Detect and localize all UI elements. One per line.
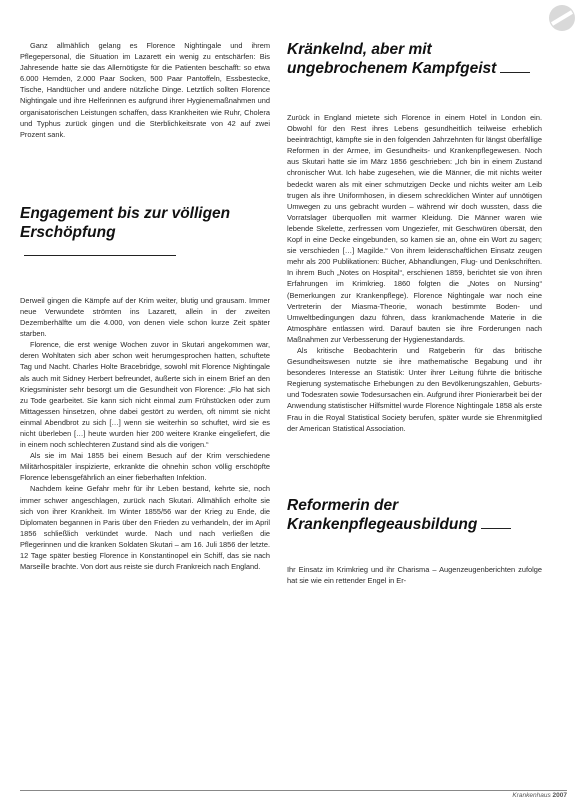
heading-rule (500, 72, 530, 73)
body-paragraph: Als kritische Beobachterin und Ratgeberin für das britische Gesundheitswesen nutzte sie ihre mathematische Begabung und ihr besonderes Interesse an Statistik: Unter ihrer Leitung führte die britische Regierung systematische Erhebungen zu den Bevölkerungszahlen, Geburts- und Todesraten sowie Todesursachen ein. Aufgrund ihrer Pionierarbeit bei der Anwendung statistischer Hilfsmittel wurde Florence Nightingale 1858 als erste Frau in die Royal Statistical Society berufen, später wurde sie Ehrenmitglied der American Statistical Association. (287, 345, 542, 433)
page-number: 2007 (552, 792, 567, 799)
section-heading-kampfgeist (287, 40, 542, 78)
body-paragraph: Florence, die erst wenige Wochen zuvor in Skutari angekommen war, deren Wohltaten sich aber schon weit herumgesprochen hatten, schuftete Tag und Nacht. Charles Holte Bracebridge, sowohl mit Florence Nightingale als auch mit Sidney Herbert befreundet, äußerte sich in einem Brief an den Kriegsminister sehr besorgt um die Gesundheit von Florence: „Flo hat sich zu Tode gearbeitet. Sie kann sich nicht einmal zum Frühstücken oder zum Mittagessen hinsetzen, ohne dabei gestört zu werden, oft nimmt sie nicht einmal Abendbrot zu sich […] wenn sie weiterhin so schuftet, wird sie es nicht überleben […] heute wurden hier 200 weitere Kranke eingeliefert, die in einem noch schlechteren Zustand sind als die vorigen.“ (20, 340, 270, 450)
footer-divider (20, 790, 567, 791)
body-paragraph: Als sie im Mai 1855 bei einem Besuch auf der Krim verschiedene Militärhospitäler inspizierte, erkrankte die ohnehin schon völlig erschöpfte Florence lebensgefährlich an einer fieberhaften Infektion. (20, 451, 270, 483)
heading-rule (24, 255, 176, 256)
section-heading-reformerin (287, 496, 542, 534)
right-column (287, 40, 542, 586)
heading-line-2: Erschöpfung (20, 223, 116, 241)
body-paragraph: Zurück in England mietete sich Florence in einem Hotel in London ein. Obwohl für den Rest ihres Lebens gesundheitlich teilweise erheblich beeinträchtigt, kämpfte sie in den folgenden Jahrzehnten für längst überfällige Reformen in der Armee, im Gesundheits- und Krankenpflegewesen. Noch aus Skutari hatte sie im März 1856 geschrieben: „Ich bin in einem Zustand chronischer Wut. Ich habe zugesehen, wie die Männer, die mit nichts weiter bedeckt waren als mit einer schmutzigen Decke und nichts weiter am Leib trugen als ihre Uniformhosen, in diesem schrecklichen Winter auf unnötigen Umwegen zu uns gebracht wurden – während wir doch wussten, dass die Vorratslager überquollen mit warmer Kleidung. Die Männer waren wie lebende Skelette, zerfressen vom Ungeziefer, mit Geschwüren übersät, den Kopf in eine Decke eingebunden, so kamen sie an, ohne ein Wort zu sagen; sie verschieden […] Magilde.“ Von ihrem leidenschaftlichen Einsatz zeugen mehr als 200 Publikationen: Bücher, Abhandlungen, Flug- und Denkschriften. In ihrem Buch „Notes on Hospital“, erschienen 1859, berichtet sie von ihren Erfahrungen im Krimkrieg. 1860 folgten die „Notes on Nursing“ (Bemerkungen zur Krankenpflege). Florence Nightingale war noch eine Vertreterin der Miasma-Theorie, wonach bestimmte Boden- und Umweltbedingungen dazu führen, dass krankmachende Materie in die Atmosphäre entlassen wird. Darauf bauten sie ihre Forderungen nach Maßnahmen zur Verbesserung der Hygienestandards. (287, 113, 542, 344)
intro-paragraph: Ganz allmählich gelang es Florence Nightingale und ihrem Pflegepersonal, die Situation im Lazarett ein wenig zu entschärfen: Bis Jahresende hatte sie das Allernötigste für die Patienten beschafft: so etwa 6.000 Hemden, 2.000 Paar Socken, 500 Paar Pantoffeln, Essbestecke, Tische, Handtücher und andere nützliche Dinge. Letztlich sollten Florence Nightingale und ihre Helferinnen es aufgrund ihrer Hygienemaßnahmen und organisatorischen Leistungen schaffen, dass Krankheiten wie Ruhr, Cholera und Typhus zurück gingen und die Sterblichkeitsrate von 42 auf zwei Prozent sank. (20, 41, 270, 139)
heading-line-2: Krankenpflegeausbildung (287, 515, 478, 533)
corner-logo-icon (540, 2, 580, 36)
body-paragraph: Derweil gingen die Kämpfe auf der Krim weiter, blutig und grausam. Immer neue Verwundete strömten ins Lazarett, allein in der zweiten Dezemberhälfte um die 4.000, von denen viele schon kurze Zeit später starben. (20, 295, 270, 339)
heading-line-1: Kränkelnd, aber mit (287, 41, 432, 58)
body-paragraph: Ihr Einsatz im Krimkrieg und ihr Charisma – Augenzeugenberichten zufolge hat sie wie ein rettender Engel in Er- (287, 564, 542, 585)
magazine-name: Krankenhaus (512, 792, 551, 799)
heading-line-1: Engagement bis zur völligen (20, 204, 231, 222)
section-heading-engagement (20, 204, 270, 261)
body-paragraph: Nachdem keine Gefahr mehr für ihr Leben bestand, kehrte sie, noch immer schwer angeschlagen, zurück nach Skutari. Allmählich erholte sie sich von ihrer Krankheit. Im Winter 1855/56 war der Krieg zu Ende, die Diplomaten begannen in Paris über den Frieden zu verhandeln, der im April 1856 schließlich verkündet wurde. Nach und nach verließen die Pflegerinnen und die kranken Soldaten Skutari – am 16. Juli 1856 der letzte. 12 Tage später bestieg Florence in Konstantinopel ein Schiff, das sie nach Marseille brachte. Von dort aus reiste sie durch Frankreich nach England. (20, 484, 270, 572)
heading-line-2: ungebrochenem Kampfgeist (287, 60, 497, 77)
heading-rule (481, 528, 511, 529)
page-footer (512, 792, 567, 799)
heading-line-1: Reformerin der (287, 496, 399, 514)
left-column (20, 40, 270, 572)
